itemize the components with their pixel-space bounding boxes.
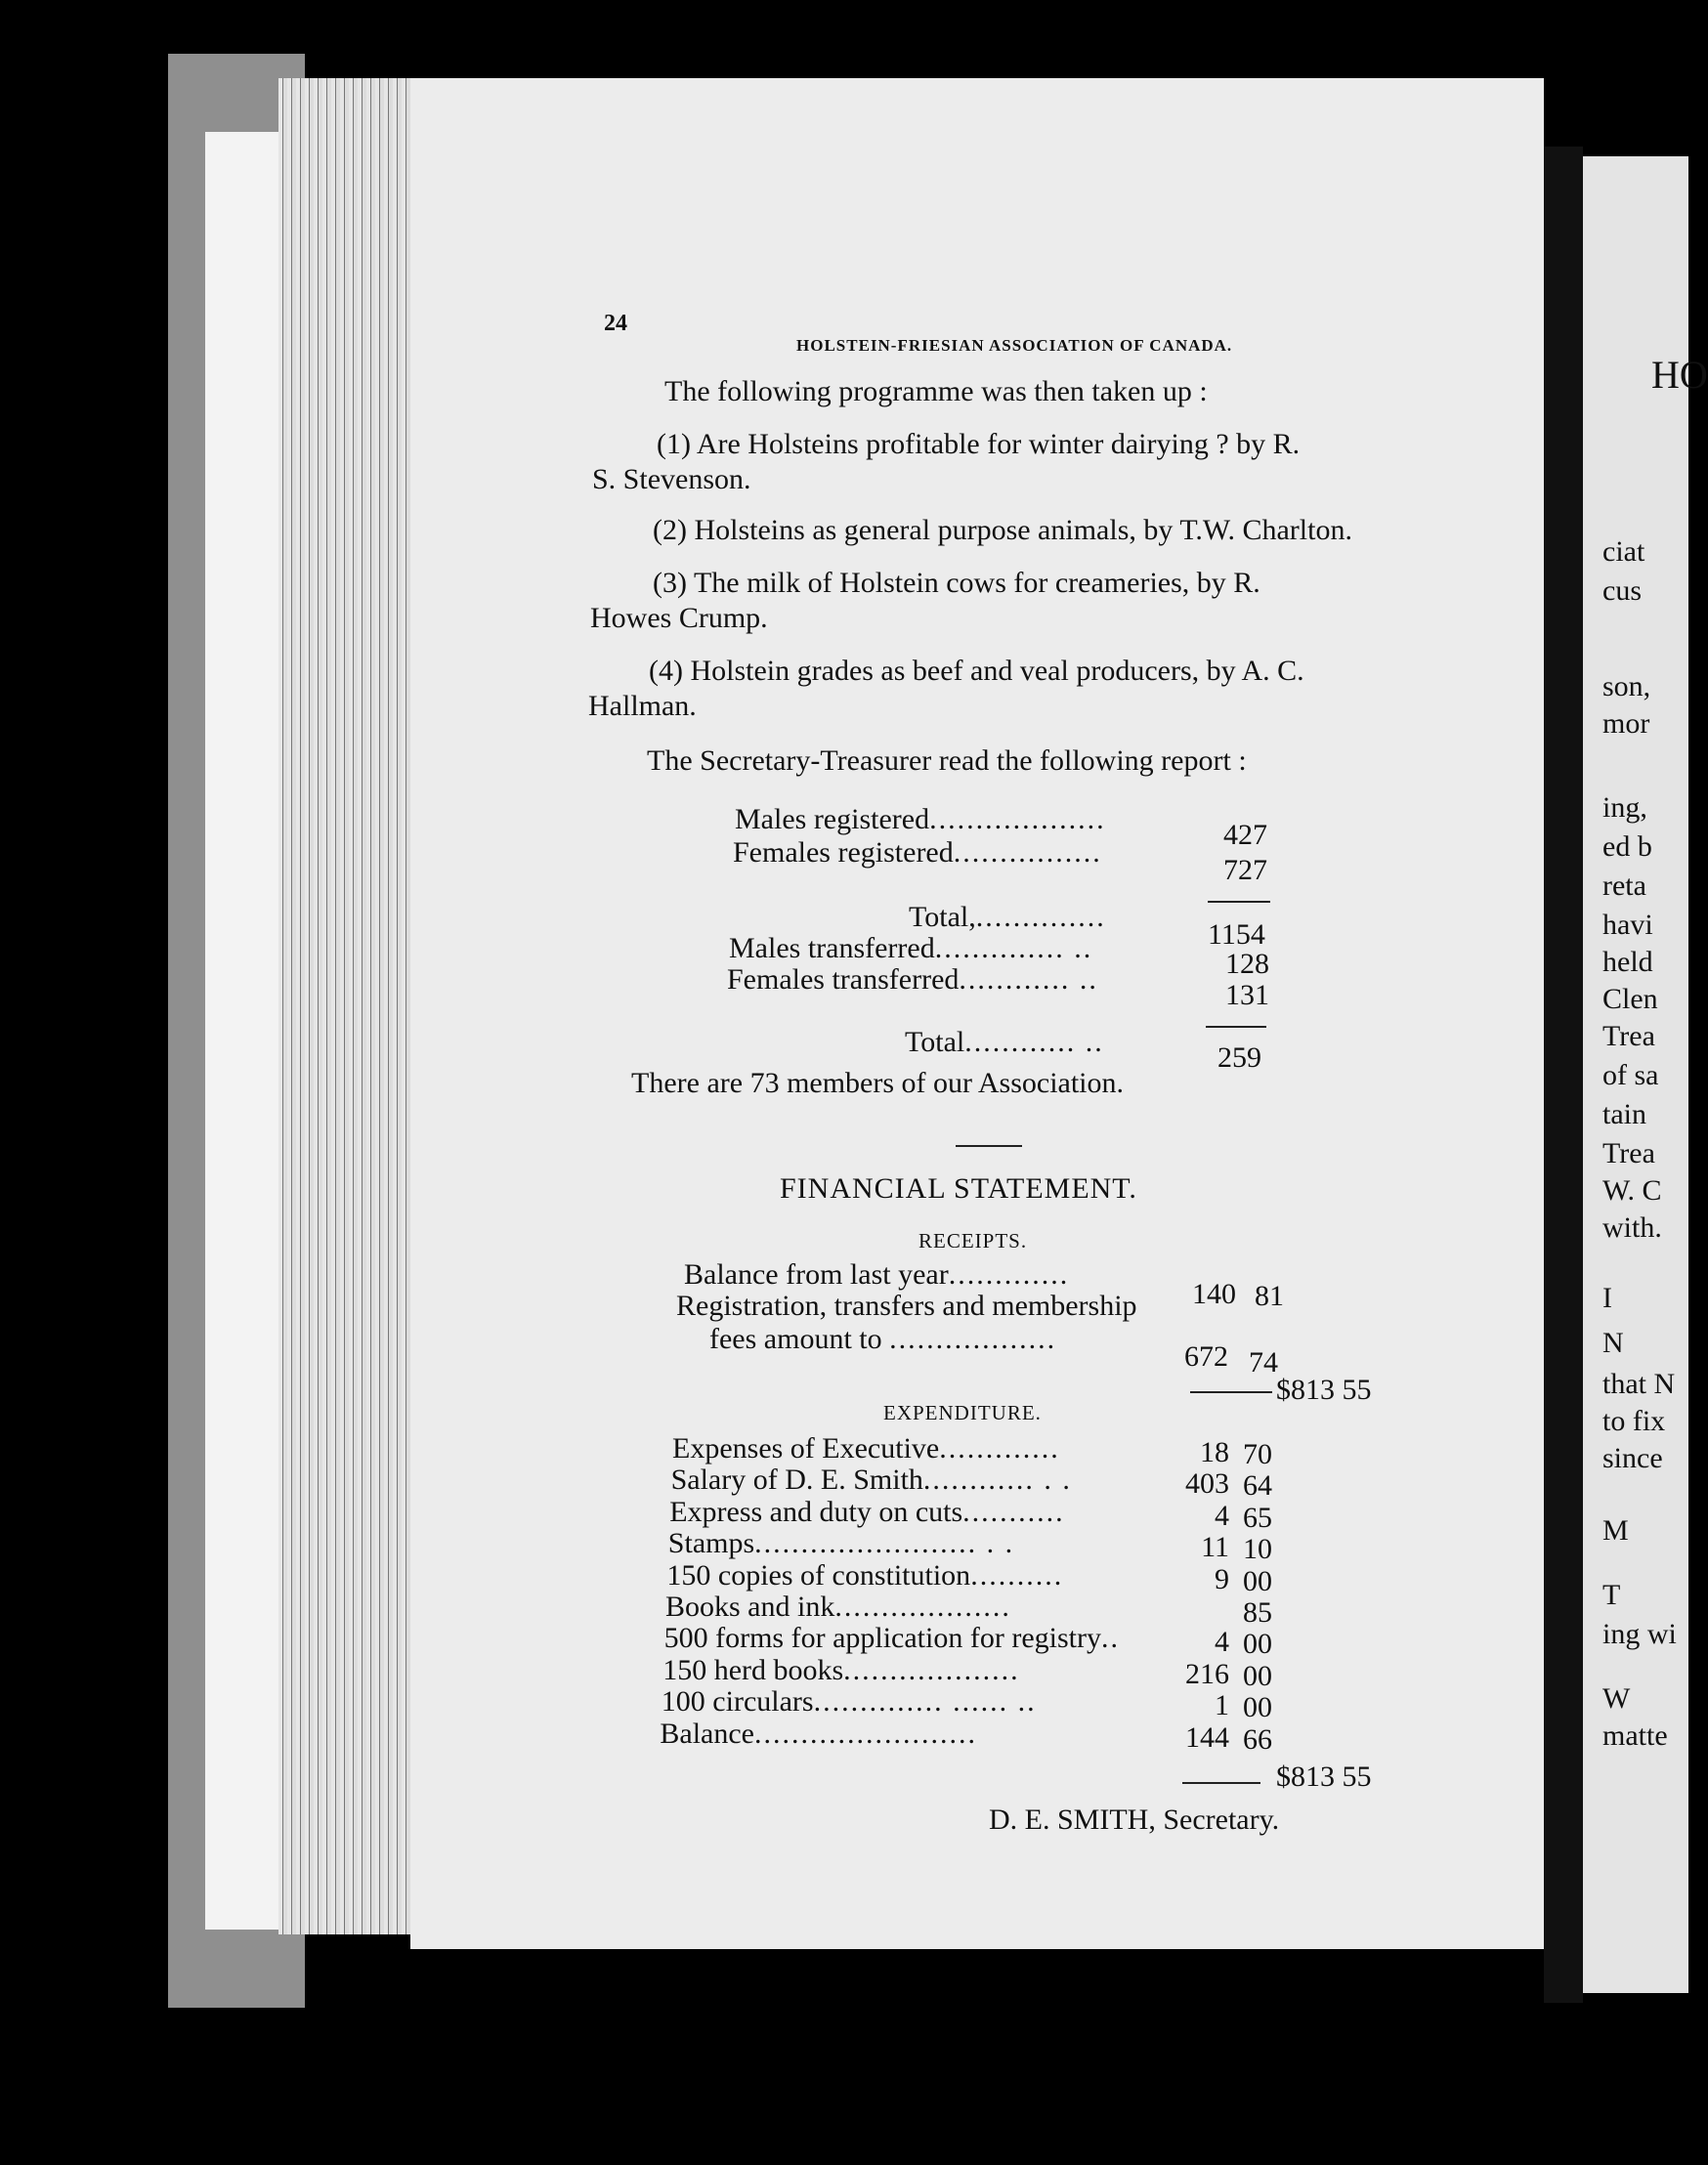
expenditure-cents: 00 <box>1243 1564 1272 1597</box>
expenditure-total: $813 55 <box>1276 1761 1372 1793</box>
receipt-dollars: 140 <box>1192 1278 1236 1310</box>
facing-page-fragment: tain <box>1602 1098 1646 1130</box>
expenditure-cents: 64 <box>1243 1469 1272 1503</box>
expenditure-leader: ........................ <box>754 1717 977 1750</box>
report-value: 131 <box>1225 979 1269 1011</box>
facing-page-fragment: HO <box>1651 353 1708 397</box>
receipt-row: fees amount to .................. <box>709 1323 1057 1355</box>
expenditure-label: Expenses of Executive <box>672 1432 940 1465</box>
report-row: Total............ .. <box>905 1026 1104 1058</box>
expenditure-label: Express and duty on cuts <box>669 1495 963 1528</box>
expenditure-row <box>671 1464 1072 1497</box>
page-edges <box>278 78 415 1934</box>
sum-rule <box>1190 1391 1272 1393</box>
facing-page-fragment: since <box>1602 1442 1663 1474</box>
sum-rule <box>1206 1026 1266 1028</box>
report-row: Males registered................... <box>735 803 1106 835</box>
expenditure-label: 100 circulars <box>661 1685 814 1719</box>
expenditure-cents: 70 <box>1243 1438 1272 1470</box>
facing-page-fragment: ing wi <box>1602 1618 1677 1650</box>
expenditure-label: 150 herd books <box>662 1653 844 1686</box>
facing-page-fragment: mor <box>1602 707 1650 740</box>
expenditure-label: 500 forms for application for registry <box>663 1622 1101 1655</box>
expenditure-leader: ................... <box>834 1591 1011 1623</box>
receipt-row: Balance from last year............. <box>684 1258 1070 1291</box>
facing-page-fragment: ciat <box>1602 535 1645 568</box>
book-gutter <box>1544 147 1583 2003</box>
expenditure-label: Stamps <box>667 1527 755 1560</box>
facing-page-fragment: havi <box>1602 909 1653 941</box>
expenditure-row <box>660 1718 977 1751</box>
facing-page-fragment: that N <box>1602 1368 1676 1400</box>
facing-page-fragment: with. <box>1602 1211 1662 1244</box>
expenditure-dollars: 11 <box>1201 1531 1229 1564</box>
facing-page-fragment: W. C <box>1602 1174 1662 1207</box>
facing-page-fragment: held <box>1602 946 1653 978</box>
programme-item-2: (2) Holsteins as general purpose animals, by T.W. Charlton. <box>653 514 1352 546</box>
receipt-dollars: 672 <box>1184 1340 1228 1373</box>
facing-page-fragment: Trea <box>1602 1020 1655 1052</box>
facing-page-fragment: son, <box>1602 670 1651 702</box>
programme-item-3-cont: Howes Crump. <box>590 602 768 634</box>
section-divider <box>956 1145 1022 1147</box>
programme-item-4-cont: Hallman. <box>588 690 697 722</box>
report-row: Females transferred............ .. <box>727 963 1098 996</box>
facing-page-fragment: cus <box>1602 574 1642 607</box>
programme-item-1-cont: S. Stevenson. <box>592 463 751 495</box>
expenditure-dollars: 1 <box>1215 1689 1229 1722</box>
expenditure-cents: 00 <box>1243 1628 1272 1661</box>
expenditure-row <box>662 1654 1019 1687</box>
report-row: Males transferred.............. .. <box>729 932 1093 964</box>
expenditure-row <box>669 1496 1064 1529</box>
page-number: 24 <box>604 311 627 336</box>
expenditure-leader: .............. ...... .. <box>813 1685 1037 1719</box>
members-line: There are 73 members of our Association. <box>631 1067 1125 1099</box>
programme-item-3: (3) The milk of Holstein cows for creameries, by R. <box>653 567 1260 599</box>
facing-page-fragment: T <box>1602 1579 1621 1611</box>
facing-page-fragment: M <box>1602 1514 1629 1547</box>
facing-page <box>1583 156 1708 1993</box>
report-value: 128 <box>1225 948 1269 980</box>
receipt-cents: 74 <box>1249 1346 1278 1379</box>
programme-item-1: (1) Are Holsteins profitable for winter dairying ? by R. <box>657 428 1301 460</box>
report-value: 727 <box>1223 854 1267 886</box>
facing-page-fragment: matte <box>1602 1719 1668 1752</box>
expenditure-leader: .......... <box>970 1558 1064 1592</box>
expenditure-dollars: 403 <box>1185 1467 1229 1501</box>
facing-page-fragment: reta <box>1602 870 1646 902</box>
financial-title: FINANCIAL STATEMENT. <box>780 1172 1137 1205</box>
report-value: 1154 <box>1208 918 1265 951</box>
receipt-cents: 81 <box>1255 1280 1284 1312</box>
facing-page-fragment: of sa <box>1602 1059 1659 1091</box>
expenditure-row <box>666 1559 1063 1592</box>
sum-rule <box>1182 1782 1260 1784</box>
programme-intro: The following programme was then taken up : <box>664 375 1208 407</box>
expenditure-row <box>672 1432 1060 1465</box>
expenditure-dollars: 9 <box>1215 1562 1229 1595</box>
expenditure-dollars: 4 <box>1215 1626 1229 1659</box>
expenditure-row <box>665 1591 1011 1624</box>
facing-page-fragment: I <box>1602 1282 1612 1314</box>
expenditure-leader: ................... <box>843 1653 1020 1686</box>
expenditure-label: Salary of D. E. Smith <box>670 1464 923 1497</box>
report-value: 259 <box>1217 1041 1261 1074</box>
expenditure-label: Balance <box>660 1717 754 1750</box>
signature: D. E. SMITH, Secretary. <box>989 1804 1280 1836</box>
expenditure-leader: .. <box>1100 1622 1120 1655</box>
report-row: Females registered................ <box>733 836 1102 869</box>
expenditure-leader: ........................ . . <box>754 1527 1015 1560</box>
expenditure-leader: ............. <box>939 1432 1060 1465</box>
report-value: 427 <box>1223 819 1267 851</box>
expenditure-cents: 00 <box>1243 1691 1272 1724</box>
expenditure-label: 150 copies of constitution <box>666 1558 971 1592</box>
expenditure-cents: 10 <box>1243 1533 1272 1566</box>
expenditure-label: Books and ink <box>665 1591 835 1623</box>
facing-page-fragment: W <box>1602 1682 1631 1715</box>
expenditure-cents: 00 <box>1243 1659 1272 1692</box>
running-head: HOLSTEIN-FRIESIAN ASSOCIATION OF CANADA. <box>796 336 1233 355</box>
facing-page-fragment: ed b <box>1602 830 1652 863</box>
receipt-row: Registration, transfers and membership <box>676 1290 1137 1322</box>
expenditure-leader: ............ . . <box>922 1464 1072 1497</box>
receipts-title: RECEIPTS. <box>918 1229 1028 1252</box>
report-row: Total,.............. <box>909 901 1106 933</box>
expenditure-dollars: 216 <box>1185 1657 1229 1690</box>
receipts-total: $813 55 <box>1276 1374 1372 1406</box>
facing-page-fragment: N <box>1602 1327 1624 1359</box>
expenditure-cents: 66 <box>1243 1722 1272 1756</box>
programme-item-4: (4) Holstein grades as beef and veal producers, by A. C. <box>649 655 1304 687</box>
facing-page-fragment: Trea <box>1602 1137 1655 1169</box>
expenditure-leader: ........... <box>962 1495 1065 1528</box>
expenditure-title: EXPENDITURE. <box>883 1401 1042 1424</box>
facing-page-fragment: Clen <box>1602 983 1658 1015</box>
report-intro: The Secretary-Treasurer read the following report : <box>647 744 1247 777</box>
expenditure-cents: 85 <box>1243 1596 1272 1629</box>
facing-page-fragment: to fix <box>1602 1405 1666 1437</box>
expenditure-dollars: 18 <box>1200 1436 1229 1468</box>
expenditure-dollars: 4 <box>1215 1499 1229 1532</box>
expenditure-cents: 65 <box>1243 1501 1272 1534</box>
expenditure-row <box>662 1685 1037 1719</box>
expenditure-row <box>664 1622 1120 1655</box>
expenditure-row <box>668 1527 1014 1560</box>
expenditure-dollars: 144 <box>1185 1720 1229 1754</box>
sum-rule <box>1208 901 1270 903</box>
facing-page-fragment: ing, <box>1602 791 1647 824</box>
